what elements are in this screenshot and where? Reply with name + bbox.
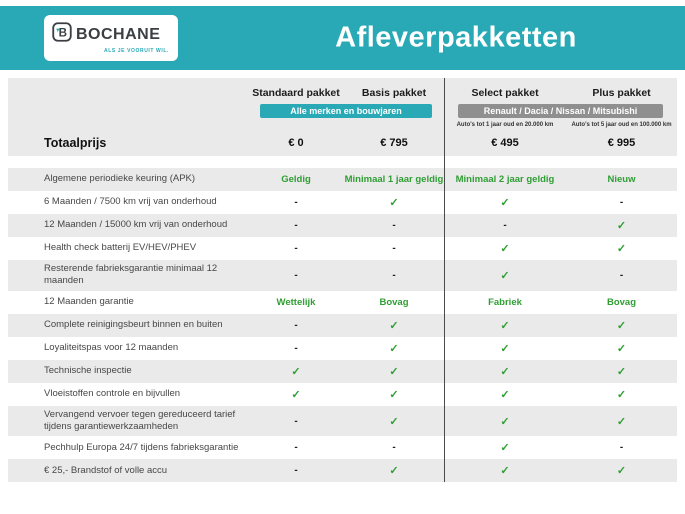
dash-mark: - xyxy=(294,415,298,427)
table-row xyxy=(8,191,677,214)
table-row xyxy=(8,459,677,482)
check-icon: ✓ xyxy=(389,415,399,428)
check-icon: ✓ xyxy=(500,388,510,401)
row-label: 12 Maanden garantie xyxy=(44,296,134,308)
table-row xyxy=(8,260,677,291)
check-icon: ✓ xyxy=(616,465,627,478)
package-table xyxy=(8,78,677,482)
column-divider xyxy=(444,78,445,482)
dash-mark: - xyxy=(392,243,396,254)
dash-mark: - xyxy=(503,220,507,231)
check-icon: ✓ xyxy=(500,269,510,282)
dash-mark: - xyxy=(619,197,624,208)
header-body-gap xyxy=(8,156,677,168)
check-icon: ✓ xyxy=(616,415,627,428)
dash-mark: - xyxy=(294,319,298,331)
table-row xyxy=(8,383,677,406)
dash-mark: - xyxy=(392,220,396,231)
svg-text:B: B xyxy=(58,26,68,40)
check-icon: ✓ xyxy=(500,442,510,455)
dash-mark: - xyxy=(294,220,298,231)
table-row xyxy=(8,436,677,459)
bochane-logo-icon xyxy=(52,22,72,47)
column-select-pakket: Select pakket xyxy=(471,87,539,99)
subcaption-plus: Auto's tot 5 jaar oud en 100.000 km xyxy=(571,122,672,128)
cell-value: Bovag xyxy=(606,296,637,308)
spacer xyxy=(8,104,248,118)
row-label: 12 Maanden / 15000 km vrij van onderhoud xyxy=(44,219,228,231)
column-plus-pakket: Plus pakket xyxy=(592,87,651,99)
cell-value: Wettelijk xyxy=(276,296,316,308)
table-row xyxy=(8,214,677,237)
check-icon: ✓ xyxy=(616,319,627,332)
price-standaard: € 0 xyxy=(288,137,304,149)
table-row xyxy=(8,406,677,437)
logo-text: BOCHANE xyxy=(76,25,161,43)
check-icon: ✓ xyxy=(389,365,399,378)
column-standaard-pakket: Standaard pakket xyxy=(252,87,340,99)
column-names-row xyxy=(8,85,677,101)
table-row xyxy=(8,291,677,314)
check-icon: ✓ xyxy=(389,465,399,478)
bochane-logo xyxy=(44,15,178,61)
check-icon: ✓ xyxy=(500,319,510,332)
cell-value: Nieuw xyxy=(607,174,636,185)
row-label: Loyaliteitspas voor 12 maanden xyxy=(44,342,179,354)
table-row xyxy=(8,168,677,191)
cell-value: Geldig xyxy=(281,174,311,185)
header-bar xyxy=(0,6,685,70)
row-label: Vervangend vervoer tegen gereduceerd tarief tijdens garantiewerkzaamheden xyxy=(44,408,236,433)
dash-mark: - xyxy=(619,442,624,454)
check-icon: ✓ xyxy=(389,388,399,401)
dash-mark: - xyxy=(294,442,298,454)
dash-mark: - xyxy=(294,465,298,477)
badge-brands: Renault / Dacia / Nissan / Mitsubishi xyxy=(458,104,663,118)
row-label: Algemene periodieke keuring (APK) xyxy=(44,173,196,185)
row-label: Vloeistoffen controle en bijvullen xyxy=(44,388,181,400)
row-label: Technische inspectie xyxy=(44,365,132,377)
table-row xyxy=(8,337,677,360)
row-label: 6 Maanden / 7500 km vrij van onderhoud xyxy=(44,196,217,208)
check-icon: ✓ xyxy=(500,243,510,255)
check-icon: ✓ xyxy=(616,243,627,255)
dash-mark: - xyxy=(294,197,298,208)
column-basis-pakket: Basis pakket xyxy=(361,87,427,99)
logo-tagline: ALS JE VOORUIT WIL. xyxy=(103,48,169,54)
dash-mark: - xyxy=(294,342,298,354)
check-icon: ✓ xyxy=(389,319,399,332)
page-title: Afleverpakketten xyxy=(335,21,577,54)
check-icon: ✓ xyxy=(500,197,510,209)
dash-mark: - xyxy=(392,269,396,281)
badge-row xyxy=(8,104,677,118)
check-icon: ✓ xyxy=(616,388,627,401)
price-plus: € 995 xyxy=(607,137,636,149)
subcaption-select: Auto's tot 1 jaar oud en 20.000 km xyxy=(456,122,554,128)
dash-mark: - xyxy=(294,243,298,254)
price-row xyxy=(8,130,677,156)
subcaption-row xyxy=(8,120,677,130)
price-select: € 495 xyxy=(491,137,519,149)
check-icon: ✓ xyxy=(616,220,627,232)
check-icon: ✓ xyxy=(389,197,399,209)
row-label: Resterende fabrieksgarantie minimaal 12 maanden xyxy=(44,263,218,287)
row-label: Pechhulp Europa 24/7 tijdens fabrieksgarantie xyxy=(44,441,239,453)
feature-rows xyxy=(8,168,677,482)
check-icon: ✓ xyxy=(389,342,399,355)
check-icon: ✓ xyxy=(500,342,510,355)
cell-value: Minimaal 1 jaar geldig xyxy=(344,174,444,185)
logo-row xyxy=(52,22,169,47)
table-row xyxy=(8,314,677,337)
check-icon: ✓ xyxy=(500,365,510,378)
check-icon: ✓ xyxy=(616,365,627,378)
row-label: Health check batterij EV/HEV/PHEV xyxy=(44,242,197,254)
badge-alle-merken: Alle merken en bouwjaren xyxy=(260,104,432,118)
check-icon: ✓ xyxy=(500,415,510,428)
dash-mark: - xyxy=(619,269,624,281)
table-header xyxy=(8,78,677,156)
check-icon: ✓ xyxy=(616,342,627,355)
row-label: Complete reinigingsbeurt binnen en buiten xyxy=(44,319,223,331)
table-row xyxy=(8,360,677,383)
dash-mark: - xyxy=(294,269,298,281)
check-icon: ✓ xyxy=(291,365,301,378)
cell-value: Bovag xyxy=(379,296,409,308)
price-basis: € 795 xyxy=(380,137,408,149)
price-row-label: Totaalprijs xyxy=(44,136,107,150)
check-icon: ✓ xyxy=(500,465,510,478)
cell-value: Minimaal 2 jaar geldig xyxy=(455,174,555,185)
dash-mark: - xyxy=(392,442,396,454)
cell-value: Fabriek xyxy=(488,296,522,308)
table-row xyxy=(8,237,677,260)
row-label: € 25,- Brandstof of volle accu xyxy=(44,464,168,476)
check-icon: ✓ xyxy=(291,388,301,401)
